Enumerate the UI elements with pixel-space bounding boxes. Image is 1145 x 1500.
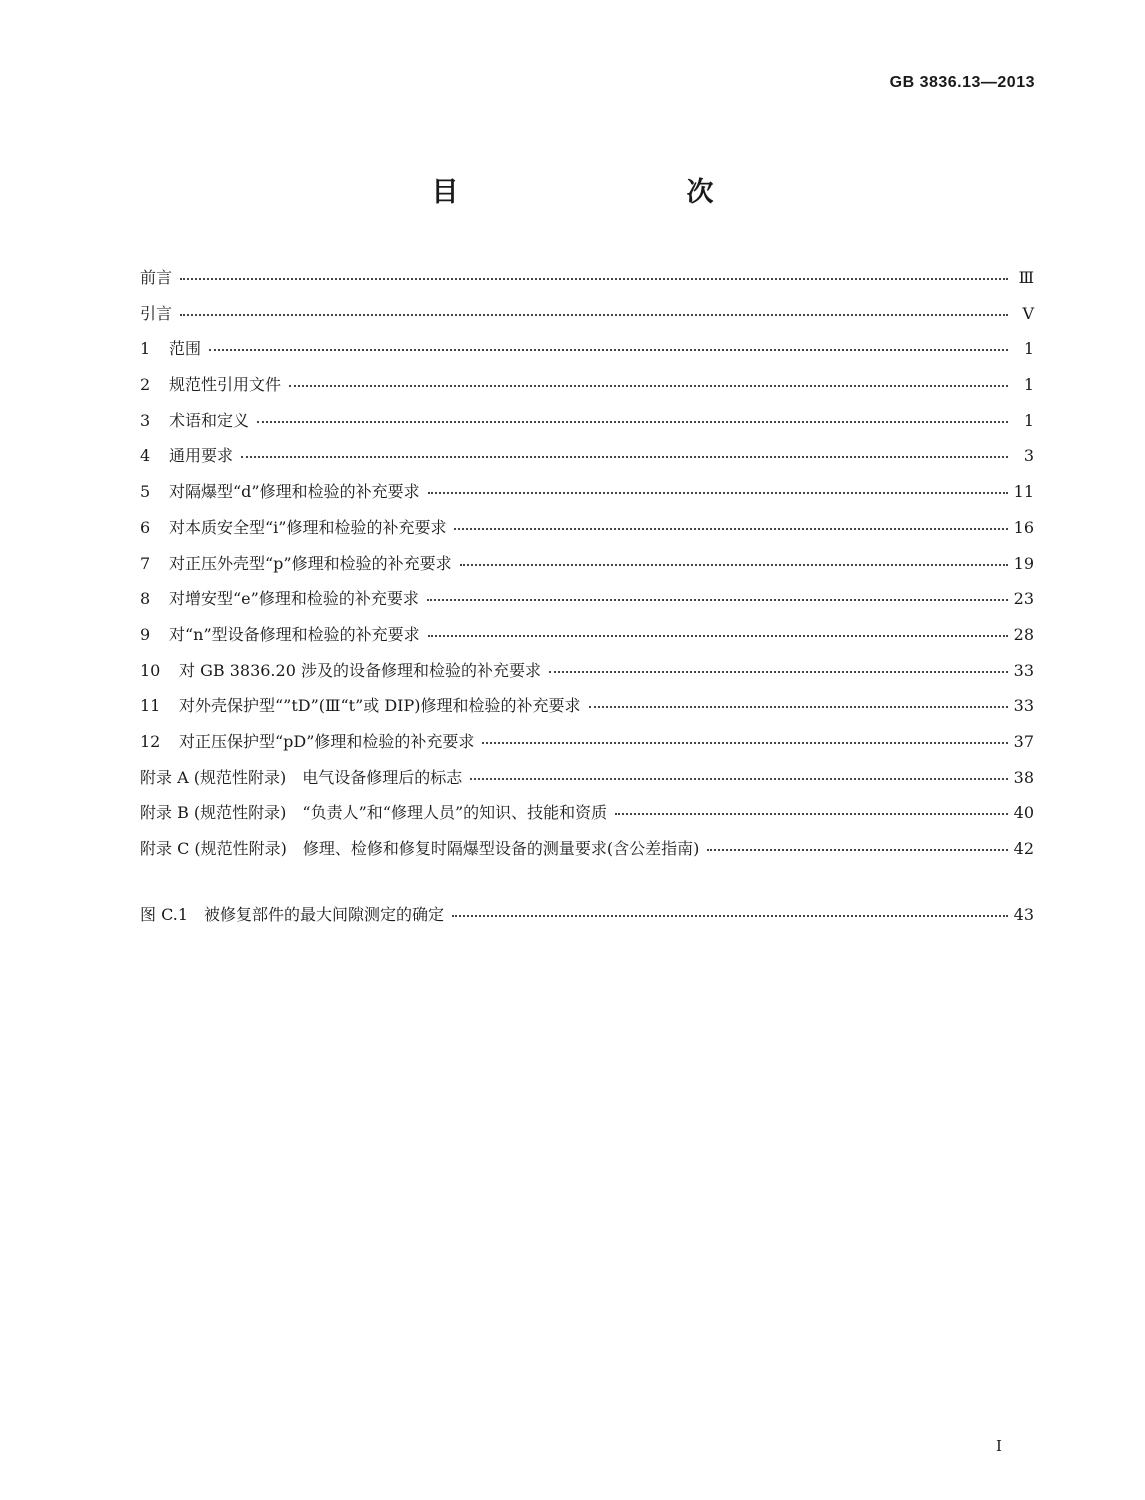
toc-section-number: 6 xyxy=(140,517,151,537)
toc-entry-title: 附录 C (规范性附录) 修理、检修和修复时隔爆型设备的测量要求(含公差指南) xyxy=(140,839,700,858)
page-folio: I xyxy=(996,1437,1002,1455)
toc-page-number: 33 xyxy=(1013,660,1034,680)
toc-page-number: 11 xyxy=(1013,482,1034,502)
toc-entry-figure-c1[interactable] xyxy=(140,902,1034,938)
toc-entry-title: 对增安型“e”修理和检验的补充要求 xyxy=(169,589,419,609)
dot-leader xyxy=(707,849,1008,851)
page-title: 目 次 xyxy=(431,177,772,208)
dot-leader xyxy=(241,456,1008,458)
toc-page-number: Ⅲ xyxy=(1018,268,1034,287)
dot-leader xyxy=(428,492,1008,494)
toc-page-number: 40 xyxy=(1013,803,1034,823)
toc-page-number: 3 xyxy=(1023,446,1034,466)
toc-entry-section-4[interactable] xyxy=(140,443,1034,479)
toc-entry-annex-a[interactable] xyxy=(140,765,1034,801)
toc-section-number: 5 xyxy=(140,482,151,502)
toc-page-number: 33 xyxy=(1013,696,1034,716)
toc-entry-section-1[interactable] xyxy=(140,336,1034,372)
dot-leader xyxy=(589,706,1008,708)
toc-entry-section-9[interactable] xyxy=(140,622,1034,658)
toc-entry-annex-b[interactable] xyxy=(140,800,1034,836)
dot-leader xyxy=(452,915,1008,917)
toc-entry-section-3[interactable] xyxy=(140,408,1034,444)
toc-entry-title: 规范性引用文件 xyxy=(169,375,282,395)
toc-entry-section-6[interactable] xyxy=(140,515,1034,551)
toc-entry-introduction[interactable] xyxy=(140,301,1034,337)
dot-leader xyxy=(549,671,1008,673)
toc-section-number: 3 xyxy=(140,410,151,430)
toc-page-number: 1 xyxy=(1023,410,1034,430)
table-of-contents xyxy=(140,265,1034,937)
toc-entry-title: 对 GB 3836.20 涉及的设备修理和检验的补充要求 xyxy=(179,660,541,680)
toc-page-number: 1 xyxy=(1023,339,1034,359)
toc-page-number: 23 xyxy=(1013,589,1034,609)
toc-page-number: V xyxy=(1022,303,1034,323)
toc-page-number: 38 xyxy=(1013,767,1034,787)
toc-entry-title: 范围 xyxy=(169,339,202,359)
toc-section-number: 1 xyxy=(140,339,151,359)
toc-section-number: 7 xyxy=(140,553,151,573)
toc-section-number: 2 xyxy=(140,375,151,395)
toc-entry-title: 对“n”型设备修理和检验的补充要求 xyxy=(169,624,420,644)
toc-entry-section-12[interactable] xyxy=(140,729,1034,765)
toc-entry-title: 术语和定义 xyxy=(169,410,250,430)
toc-section-number: 11 xyxy=(140,696,161,716)
toc-spacer xyxy=(140,872,1034,902)
toc-section-number: 4 xyxy=(140,446,151,466)
toc-entry-section-7[interactable] xyxy=(140,551,1034,587)
dot-leader xyxy=(470,778,1008,780)
toc-entry-section-11[interactable] xyxy=(140,693,1034,729)
toc-entry-title: 图 C.1 被修复部件的最大间隙测定的确定 xyxy=(140,904,445,924)
dot-leader xyxy=(209,349,1008,351)
toc-entry-title: 引言 xyxy=(140,303,173,323)
toc-entry-annex-c[interactable] xyxy=(140,836,1034,872)
standard-code: GB 3836.13—2013 xyxy=(889,74,1035,91)
toc-entry-title: 对正压保护型“pD”修理和检验的补充要求 xyxy=(179,731,475,751)
toc-section-number: 12 xyxy=(140,731,161,751)
toc-entry-section-8[interactable] xyxy=(140,586,1034,622)
toc-entry-foreword[interactable] xyxy=(140,265,1034,301)
toc-entry-title: 对本质安全型“i”修理和检验的补充要求 xyxy=(169,517,447,537)
toc-entry-title: 对隔爆型“d”修理和检验的补充要求 xyxy=(169,482,420,502)
toc-entry-title: 对正压外壳型“p”修理和检验的补充要求 xyxy=(169,553,452,573)
dot-leader xyxy=(180,278,1008,280)
toc-entry-title: 附录 B (规范性附录) “负责人”和“修理人员”的知识、技能和资质 xyxy=(140,803,608,823)
toc-entry-title: 附录 A (规范性附录) 电气设备修理后的标志 xyxy=(140,767,463,787)
toc-page-number: 42 xyxy=(1013,839,1034,858)
toc-entry-section-10[interactable] xyxy=(140,658,1034,694)
dot-leader xyxy=(289,385,1008,387)
toc-section-number: 10 xyxy=(140,660,161,680)
toc-section-number: 8 xyxy=(140,589,151,609)
toc-page-number: 16 xyxy=(1013,517,1034,537)
toc-section-number: 9 xyxy=(140,624,151,644)
toc-entry-section-5[interactable] xyxy=(140,479,1034,515)
dot-leader xyxy=(615,813,1008,815)
dot-leader xyxy=(257,421,1008,423)
dot-leader xyxy=(180,314,1008,316)
dot-leader xyxy=(460,564,1008,566)
dot-leader xyxy=(428,635,1008,637)
dot-leader xyxy=(482,742,1008,744)
toc-page-number: 19 xyxy=(1013,553,1034,573)
dot-leader xyxy=(427,599,1008,601)
toc-entry-title: 通用要求 xyxy=(169,446,234,466)
toc-entry-section-2[interactable] xyxy=(140,372,1034,408)
toc-page-number: 43 xyxy=(1013,904,1034,924)
dot-leader xyxy=(454,528,1008,530)
toc-entry-title: 前言 xyxy=(140,268,173,287)
toc-page-number: 37 xyxy=(1013,731,1034,751)
toc-entry-title: 对外壳保护型“”tD”(Ⅲ“t”或 DIP)修理和检验的补充要求 xyxy=(179,696,581,716)
toc-page-number: 28 xyxy=(1013,624,1034,644)
toc-page-number: 1 xyxy=(1023,375,1034,395)
